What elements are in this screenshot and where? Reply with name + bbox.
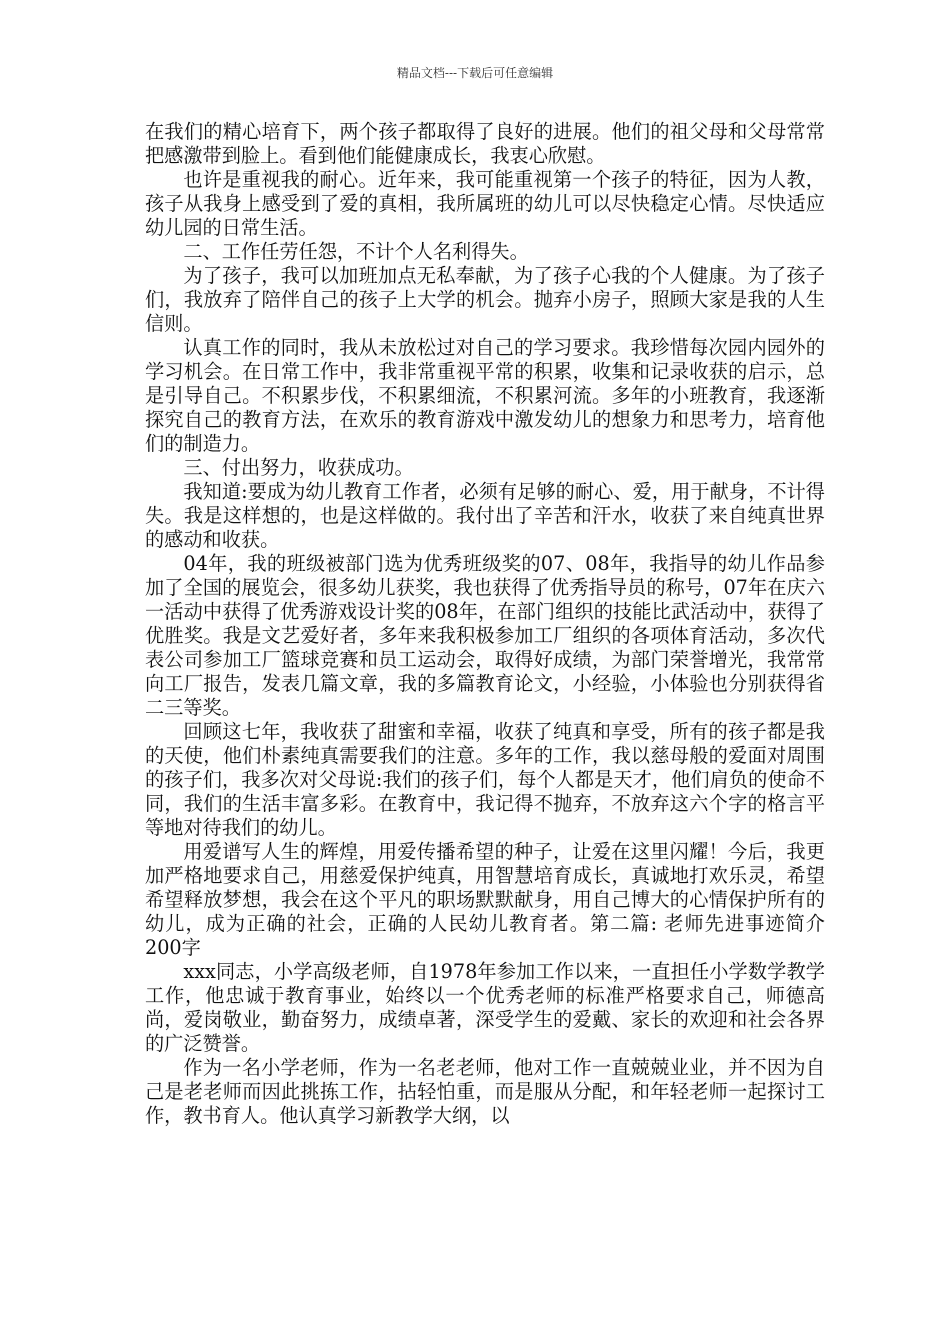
paragraph: 为了孩子，我可以加班加点无私奉献，为了孩子心我的个人健康。为了孩子们，我放弃了陪伴自己的孩子上大学的机会。抛弃小房子，照顾大家是我的人生信则。 [145, 264, 825, 335]
paragraph: 04年，我的班级被部门选为优秀班级奖的07、08年，我指导的幼儿作品参加了全国的展览会，很多幼儿获奖，我也获得了优秀指导员的称号，07年在庆六一活动中获得了优秀游戏设计奖的08年，在部门组织的技能比武活动中，获得了优胜奖。我是文艺爱好者，多年来我积极参加工厂组织的各项体育活动，多次代表公司参加工厂篮球竞赛和员工运动会，取得好成绩，为部门荣誉增光，我常常向工厂报告，发表几篇文章，我的多篇教育论文，小经验，小体验也分别获得省二三等奖。 [145, 552, 825, 719]
section-heading: 二、工作任劳任怨，不计个人名利得失。 [183, 240, 529, 263]
paragraph: 也许是重视我的耐心。近年来，我可能重视第一个孩子的特征，因为人教，孩子从我身上感受到了爱的真相，我所属班的幼儿可以尽快稳定心情。尽快适应幼儿园的日常生活。 [145, 168, 825, 239]
page-header: 精品文档---下载后可任意编辑 [396, 66, 554, 80]
section-heading: 三、付出努力，收获成功。 [183, 456, 414, 479]
paragraph: 我知道:要成为幼儿教育工作者，必须有足够的耐心、爱，用于献身，不计得失。我是这样想的，也是这样做的。我付出了辛苦和汗水，收获了来自纯真世界的感动和收获。 [145, 480, 825, 551]
paragraph: 在我们的精心培育下，两个孩子都取得了良好的进展。他们的祖父母和父母常常把感激带到脸上。看到他们能健康成长，我衷心欣慰。 [145, 120, 825, 167]
paragraph: 作为一名小学老师，作为一名老老师，他对工作一直兢兢业业，并不因为自己是老老师而因此挑拣工作，拈轻怕重，而是服从分配，和年轻老师一起探讨工作，教书育人。他认真学习新教学大纲，以 [145, 1056, 825, 1127]
paragraph: 认真工作的同时，我从未放松过对自己的学习要求。我珍惜每次园内园外的学习机会。在日常工作中，我非常重视平常的积累，收集和记录收获的启示，总是引导自己。不积累步伐，不积累细流，不积累河流。多年的小班教育，我逐渐探究自己的教育方法，在欢乐的教育游戏中激发幼儿的想象力和思考力，培育他们的制造力。 [145, 336, 825, 455]
paragraph: 回顾这七年，我收获了甜蜜和幸福，收获了纯真和享受，所有的孩子都是我的天使，他们朴素纯真需要我们的注意。多年的工作，我以慈母般的爱面对周围的孩子们，我多次对父母说:我们的孩子们，每个人都是天才，他们肩负的使命不同，我们的生活丰富多彩。在教育中，我记得不抛弃，不放弃这六个字的格言平等地对待我们的幼儿。 [145, 720, 825, 839]
paragraph: 用爱谱写人生的辉煌，用爱传播希望的种子，让爱在这里闪耀！今后，我更加严格地要求自己，用慈爱保护纯真，用智慧培育成长，真诚地打欢乐灵，希望希望释放梦想，我会在这个平凡的职场默默献身，用自己博大的心情保护所有的幼儿，成为正确的社会，正确的人民幼儿教育者。第二篇: 老师先进事迹简介200字 [145, 840, 825, 959]
paragraph: xxx同志，小学高级老师，自1978年参加工作以来，一直担任小学数学教学工作，他忠诚于教育事业，始终以一个优秀老师的标准严格要求自己，师德高尚，爱岗敬业，勤奋努力，成绩卓著，深受学生的爱戴、家长的欢迎和社会各界的广泛赞誉。 [145, 960, 825, 1055]
document-body [145, 120, 825, 1128]
